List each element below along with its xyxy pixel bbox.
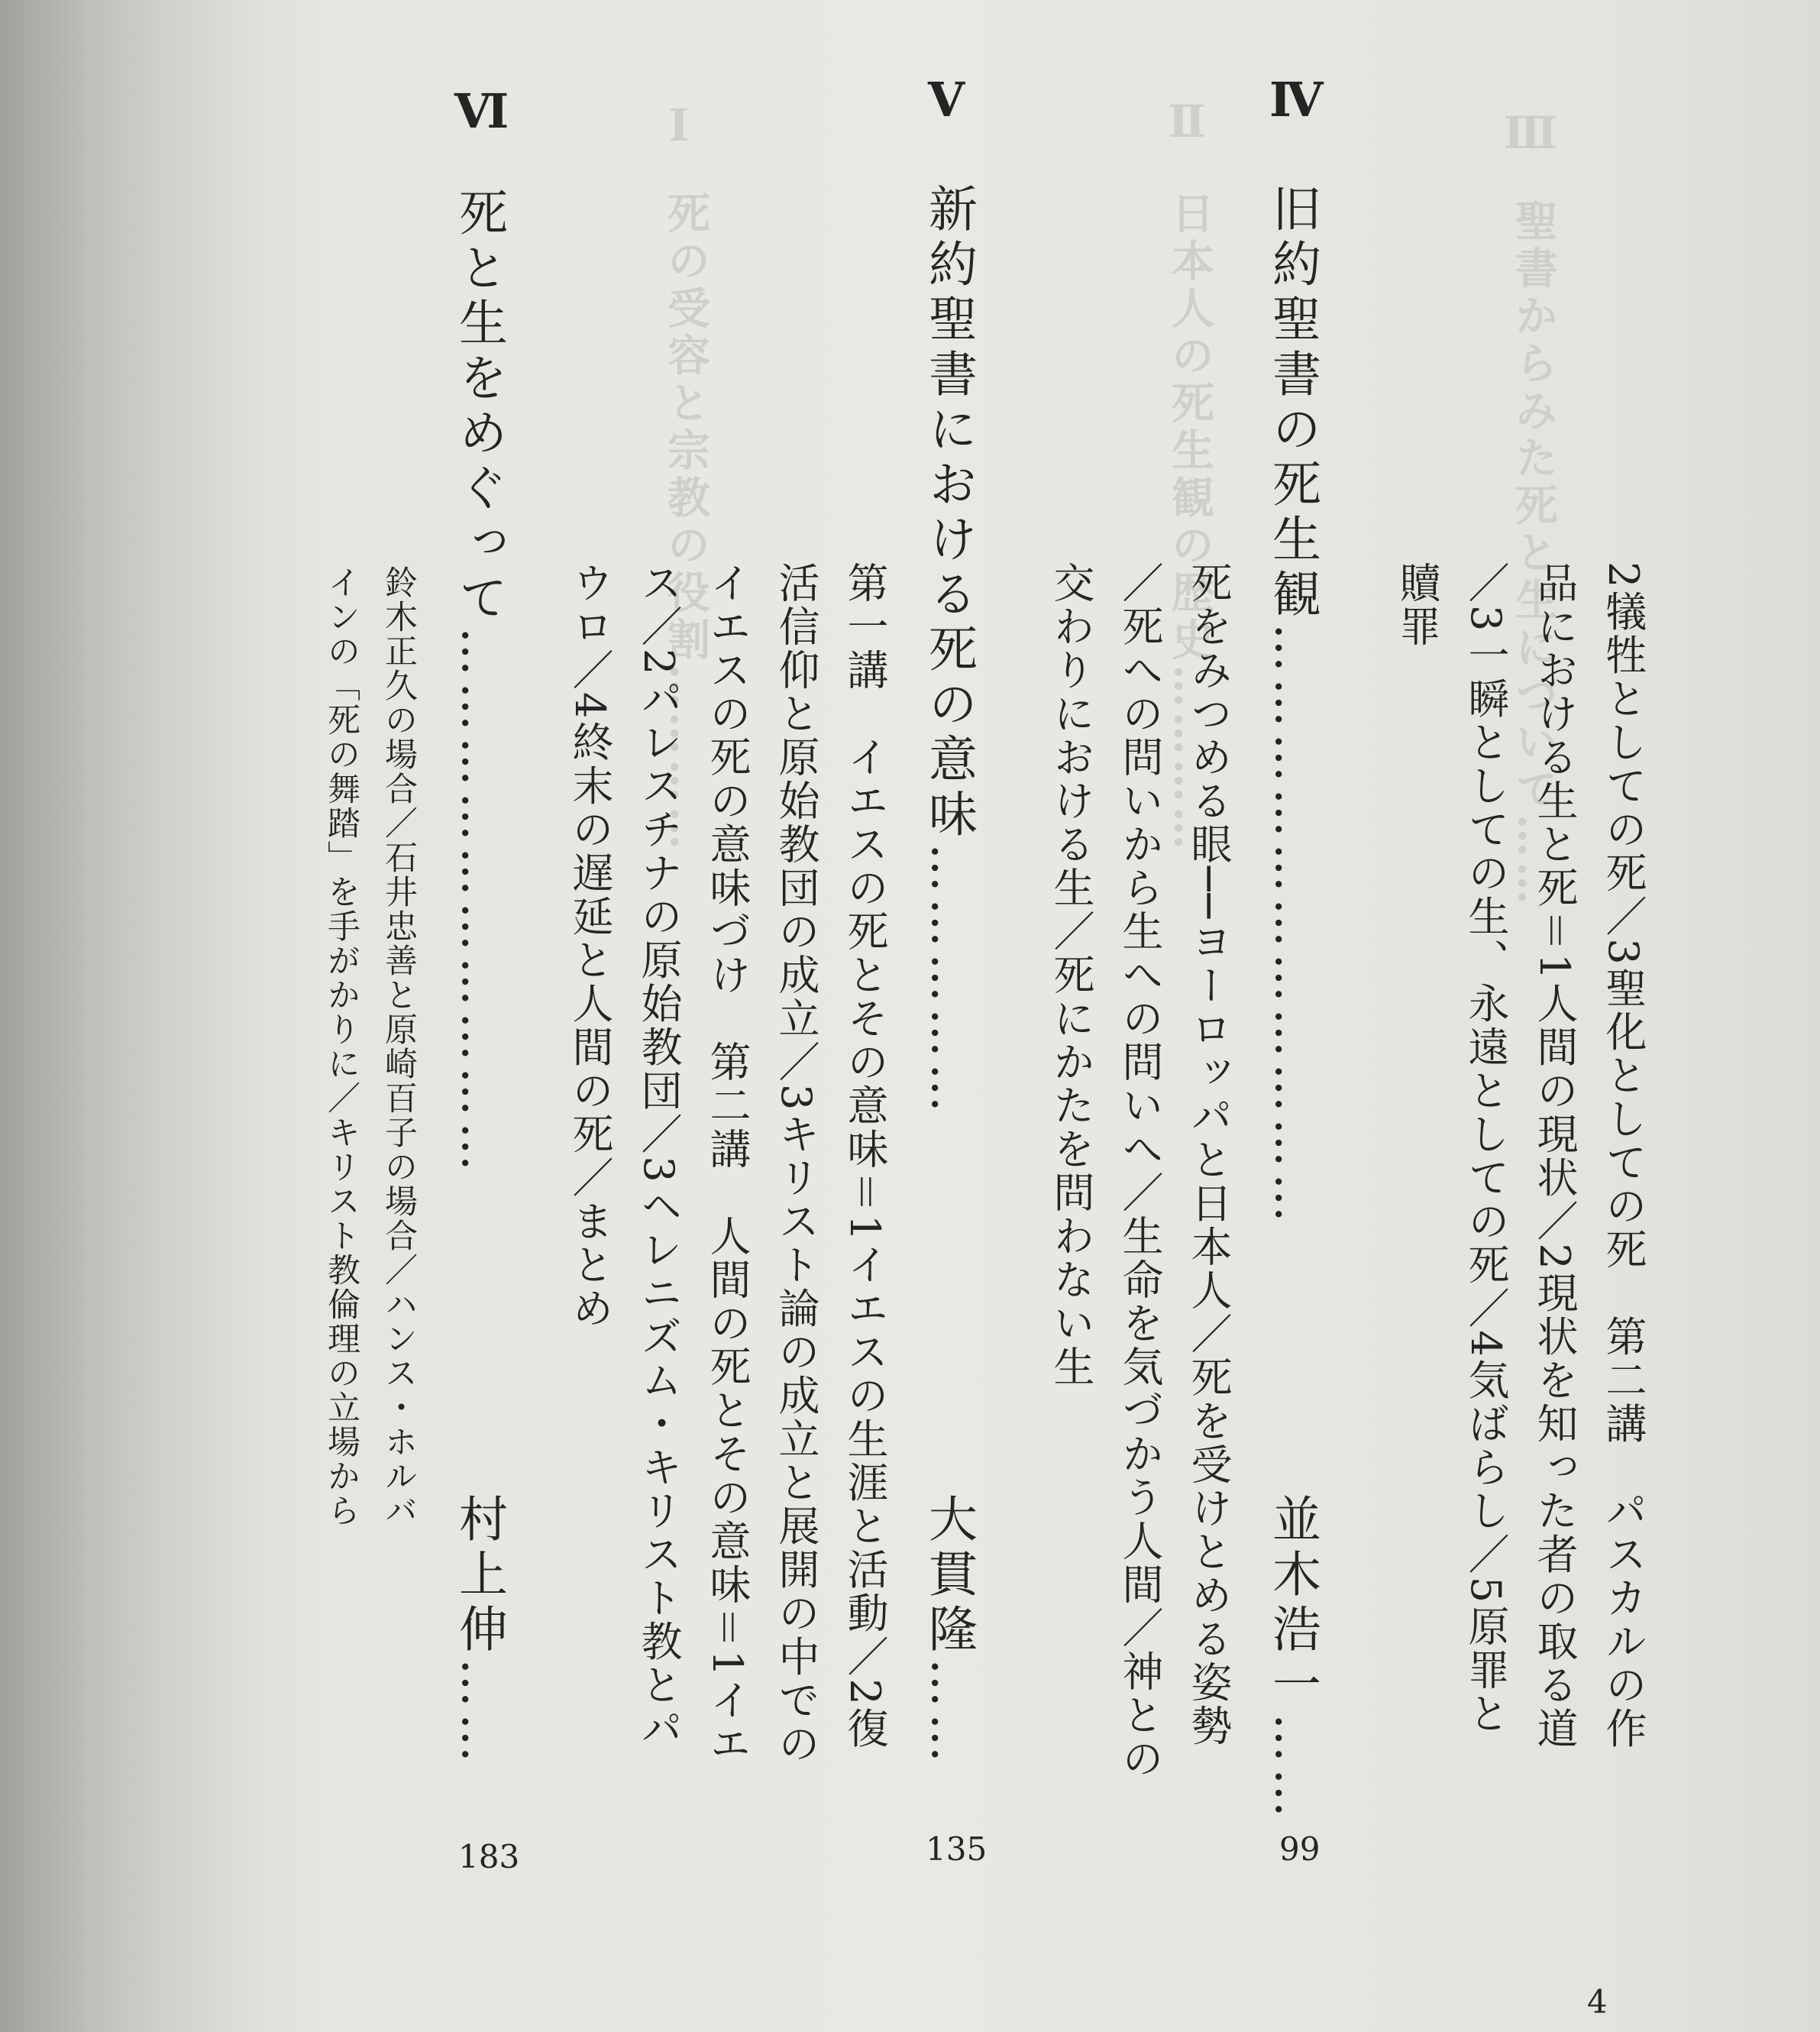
section-iv-numeral: Ⅳ bbox=[1269, 72, 1324, 128]
section-v-summary-line: ス／2パレスチナの原始教団／3ヘレニズム・キリスト教とパ bbox=[635, 561, 683, 1751]
section-v-author: 大貫隆…… bbox=[920, 1493, 977, 1768]
section-v-summary-line: 第一講 イエスの死とその意味＝1イエスの生涯と活動／2復 bbox=[841, 561, 889, 1751]
page-number: 4 bbox=[1587, 1983, 1608, 2021]
toc-entry-iii-line: 贖罪 bbox=[1393, 561, 1441, 649]
section-vi-summary-line: 鈴木正久の場合／石井忠善と原崎百子の場合／ハンス・ホルバ bbox=[380, 565, 418, 1528]
toc-entry-iii-line: 品における生と死＝1人間の現状／2現状を知った者の取る道 bbox=[1531, 561, 1579, 1751]
show-through-line: 聖書からみた死と生について…… bbox=[1508, 199, 1559, 909]
section-v-page-number: 135 bbox=[926, 1830, 988, 1868]
section-iv-summary-line: ／死への問いから生への問いへ／生命を気づかう人間／神との bbox=[1116, 561, 1164, 1781]
show-through-numeral: Ⅲ bbox=[1505, 107, 1557, 159]
toc-entry-iii-line: 2犠牲としての死／3聖化としての死 第二講 パスカルの作 bbox=[1599, 561, 1647, 1751]
section-vi-author: 村上伸…… bbox=[451, 1493, 507, 1768]
show-through-numeral: Ⅰ bbox=[653, 99, 705, 151]
section-v-summary-line: ウロ／4終末の遅延と人間の死／まとめ bbox=[566, 561, 614, 1331]
toc-entry-iii-line: ／3一瞬としての生、永遠としての死／4気ばらし／5原罪と bbox=[1462, 561, 1510, 1736]
section-iv-title: 旧約聖書の死生観…………………………… bbox=[1264, 183, 1321, 1228]
section-vi-summary-line: インの「死の舞踏」を手がかりに／キリスト教倫理の立場から bbox=[322, 565, 360, 1528]
section-v-title: 新約聖書における死の意味…………… bbox=[920, 183, 977, 1118]
section-v-summary-line: イエスの死の意味づけ 第二講 人間の死とその意味＝1イエ bbox=[703, 561, 752, 1766]
section-iv-summary-line: 交わりにおける生／死にかたを問わない生 bbox=[1047, 561, 1095, 1389]
show-through-line: 日本人の死生観の歴史………… bbox=[1165, 191, 1215, 854]
section-v-numeral: Ⅴ bbox=[928, 72, 965, 128]
section-vi-numeral: Ⅵ bbox=[454, 83, 509, 139]
show-through-line: 死の受容と宗教の役割………… bbox=[661, 191, 711, 854]
section-iv-author: 並木浩一…… bbox=[1264, 1493, 1321, 1823]
page-gutter-shadow bbox=[0, 0, 252, 2032]
section-vi-title: 死と生をめぐって………………………… bbox=[451, 187, 507, 1177]
section-vi-page-number: 183 bbox=[458, 1838, 520, 1875]
section-v-summary-line: 活信仰と原始教団の成立／3キリスト論の成立と展開の中での bbox=[772, 561, 820, 1766]
section-iv-page-number: 99 bbox=[1279, 1830, 1321, 1868]
show-through-numeral: Ⅱ bbox=[1161, 95, 1213, 147]
section-iv-summary-line: 死をみつめる眼──ヨーロッパと日本人／死を受けとめる姿勢 bbox=[1185, 561, 1233, 1749]
